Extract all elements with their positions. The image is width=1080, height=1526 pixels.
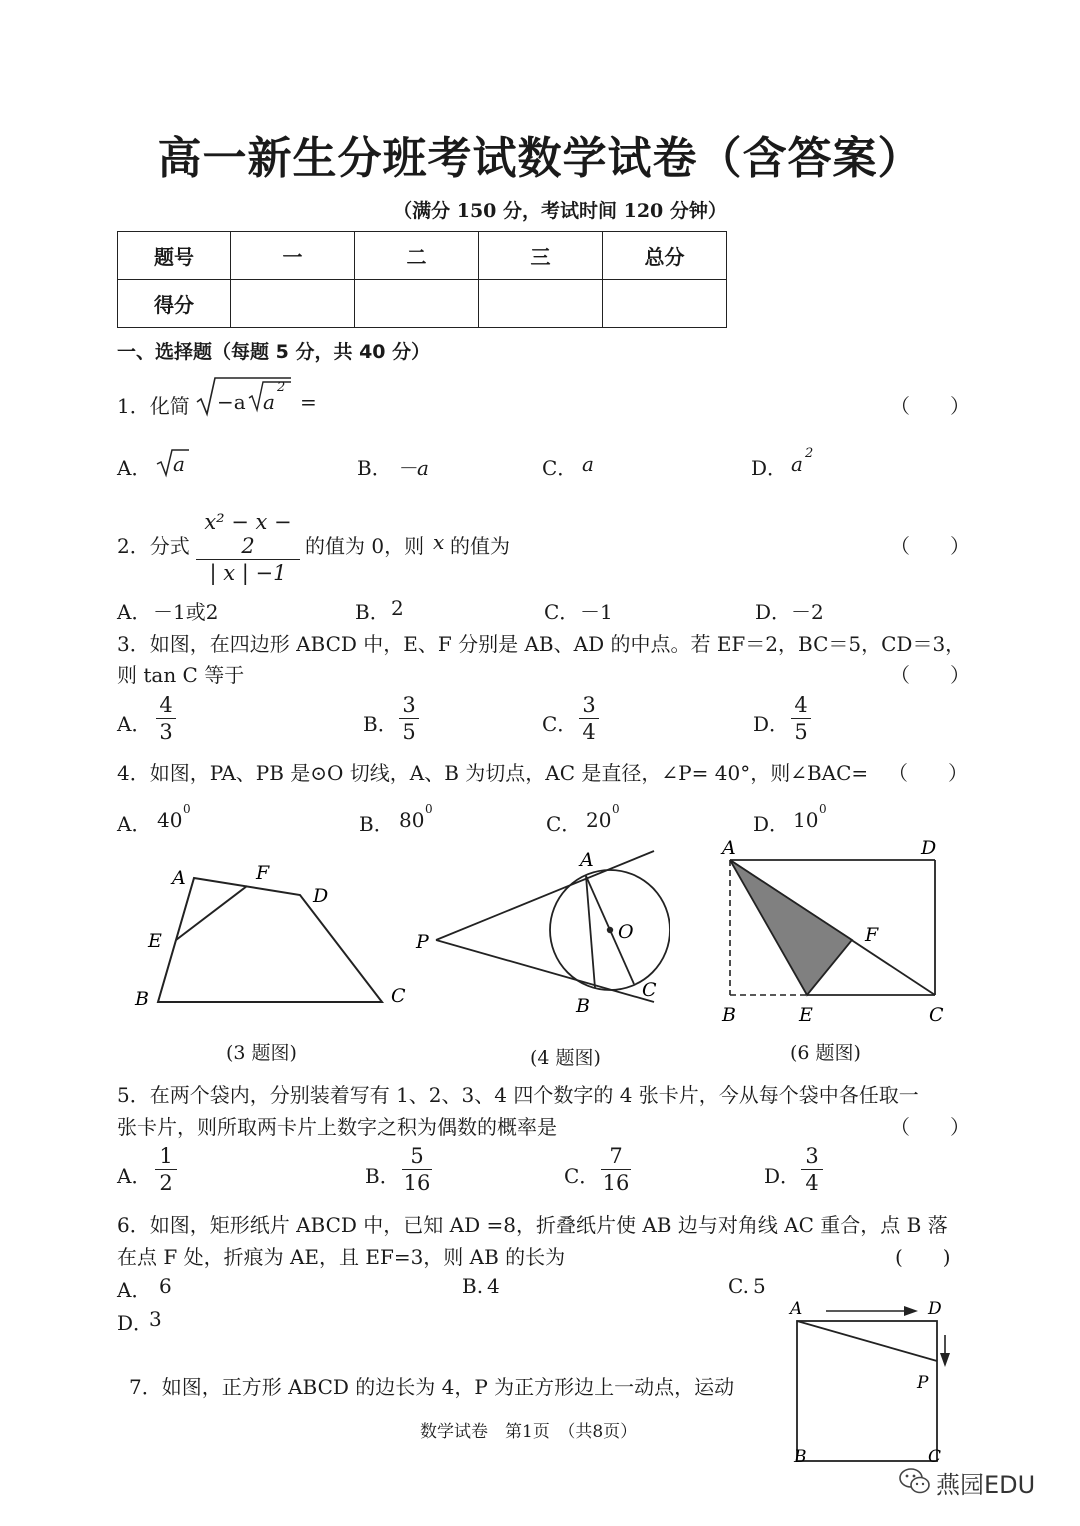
question-1-option-a-value: a [173, 452, 185, 476]
page-title: 高一新生分班考试数学试卷（含答案） [157, 133, 923, 184]
question-5-line1: 5．在两个袋内，分别装着写有 1、2、3、4 四个数字的 4 张卡片，今从每个袋中各任取一 [117, 1083, 919, 1107]
score-table [117, 231, 727, 328]
score-row-label: 得分 [118, 280, 231, 328]
question-6-option-b-label[interactable]: B. [462, 1274, 484, 1298]
question-5-option-d-fraction [801, 1144, 823, 1195]
question-2-option-c-value: －1 [580, 600, 613, 624]
question-5-option-d-label[interactable]: D． [764, 1164, 801, 1188]
question-4-option-b-value: 80 [399, 808, 425, 832]
figure-6-caption: (6 题图) [790, 1042, 861, 1064]
question-2-option-a-label[interactable]: A． [117, 600, 152, 624]
question-3-option-a-fraction [156, 693, 176, 744]
score-cell[interactable] [479, 280, 603, 328]
page-footer: 数学试卷 第1页 （共8页） [420, 1422, 638, 1442]
fraction-denominator: 5 [402, 720, 416, 744]
question-2-fraction [196, 510, 300, 585]
question-2-option-d-label[interactable]: D． [755, 600, 792, 624]
question-2-option-c-label[interactable]: C． [544, 600, 580, 624]
fraction-numerator: 3 [805, 1144, 819, 1168]
question-5-option-b-fraction [402, 1144, 432, 1195]
question-6-line2: 在点 F 处，折痕为 AE，且 EF=3，则 AB 的长为 [117, 1245, 566, 1269]
fig3-label-b: B [135, 988, 149, 1010]
fig4-label-p: P [416, 931, 429, 953]
question-6-option-d-label[interactable]: D． [117, 1311, 154, 1335]
question-2-option-a-value: －1或2 [153, 600, 219, 624]
question-1-option-c-value: a [582, 452, 594, 476]
fig6-label-e: E [799, 1004, 813, 1026]
question-4-option-a-label[interactable]: A． [117, 812, 152, 836]
fraction-denominator: 4 [805, 1171, 819, 1195]
question-1-text: 1．化简 [117, 394, 190, 418]
fraction-denominator: 16 [602, 1171, 630, 1195]
fig6-label-b: B [722, 1004, 736, 1026]
question-4-option-b-sup: 0 [425, 802, 433, 816]
question-2-tail: 的值为 [450, 534, 510, 558]
question-5-line2: 张卡片，则所取两卡片上数字之积为偶数的概率是 [117, 1115, 557, 1139]
question-5-option-c-fraction [601, 1144, 631, 1195]
fig3-label-a: A [172, 867, 186, 889]
question-1-option-d-label[interactable]: D． [751, 456, 788, 480]
question-7-text: 7．如图，正方形 ABCD 的边长为 4，P 为正方形边上一动点，运动 [129, 1375, 735, 1399]
question-4-option-c-sup: 0 [612, 802, 620, 816]
question-2-after: 的值为 0，则 [305, 534, 425, 558]
fraction-numerator: 1 [159, 1144, 173, 1168]
figure-4-circle-tangents [410, 840, 670, 1020]
question-2-option-b-value: 2 [391, 596, 404, 620]
question-1-equals: = [300, 390, 317, 414]
question-1-inner: a [263, 390, 275, 414]
question-5-option-a-fraction [155, 1144, 177, 1195]
question-4-answer-paren[interactable]: （ ） [888, 761, 968, 785]
question-1-option-a-label[interactable]: A． [117, 456, 152, 480]
fig4-label-c: C [642, 979, 657, 1001]
question-2-option-b-label[interactable]: B． [355, 600, 390, 624]
question-1-sup: 2 [277, 380, 286, 395]
question-4-option-d-sup: 0 [819, 802, 827, 816]
question-3-line1: 3．如图，在四边形 ABCD 中，E、F 分别是 AB、AD 的中点。若 EF＝2，BC＝5，CD＝3， [117, 632, 966, 656]
question-6-option-d-value: 3 [149, 1307, 162, 1331]
fraction-numerator: 5 [410, 1144, 424, 1168]
fig3-label-d: D [313, 885, 329, 907]
question-4-option-a-value: 40 [157, 808, 183, 832]
fig6-label-f: F [865, 924, 879, 946]
score-table-header-cell: 题号 [118, 232, 231, 280]
question-6-option-c-value: 5 [753, 1274, 766, 1298]
fraction-denominator: 4 [582, 720, 596, 744]
question-5-option-b-label[interactable]: B． [365, 1164, 400, 1188]
figure-7-square-moving-point [780, 1295, 970, 1475]
question-3-option-b-fraction [399, 693, 419, 744]
question-1-expr: −a [217, 390, 246, 414]
fig7-label-a: A [790, 1299, 803, 1319]
fig4-label-b: B [576, 995, 590, 1017]
score-table-header-row [118, 232, 727, 280]
question-6-line1: 6．如图，矩形纸片 ABCD 中，已知 AD =8，折叠纸片使 AB 边与对角线 AC 重合，点 B 落 [117, 1213, 948, 1237]
fraction-numerator: 3 [402, 693, 416, 717]
question-3-option-c-label[interactable]: C． [542, 712, 578, 736]
figure-4-caption: (4 题图) [530, 1047, 601, 1069]
question-4-option-c-value: 20 [586, 808, 612, 832]
question-2-numerator: x² − x − 2 [204, 510, 292, 558]
watermark-text: 燕园EDU [936, 1471, 1036, 1499]
fraction-numerator: 4 [159, 693, 173, 717]
question-3-option-c-fraction [579, 693, 599, 744]
score-table-header-cell: 一 [231, 232, 355, 280]
fig3-label-f: F [256, 862, 270, 884]
question-3-answer-paren[interactable]: （ ） [890, 663, 970, 687]
question-5-option-c-label[interactable]: C． [564, 1164, 600, 1188]
question-1-option-c-label[interactable]: C． [542, 456, 578, 480]
fig6-label-c: C [929, 1004, 944, 1026]
fraction-denominator: 5 [794, 720, 808, 744]
question-6-option-a-value: 6 [159, 1274, 172, 1298]
fraction-denominator: 2 [159, 1171, 173, 1195]
question-6-option-a-label[interactable]: A． [117, 1278, 152, 1302]
fraction-numerator: 4 [794, 693, 808, 717]
question-2-denominator: | x | −1 [209, 561, 287, 585]
question-1-option-b-value: －a [397, 456, 429, 480]
fig3-label-c: C [391, 985, 406, 1007]
fig6-label-d: D [921, 837, 937, 859]
question-2-option-d-value: －2 [791, 600, 824, 624]
question-1-option-d-sup: 2 [805, 446, 814, 461]
question-4-option-d-label[interactable]: D． [753, 812, 790, 836]
question-6-option-b-value: 4 [487, 1274, 500, 1298]
score-cell[interactable] [231, 280, 355, 328]
question-3-line2: 则 tan C 等于 [117, 663, 245, 687]
score-table-header-cell: 三 [479, 232, 603, 280]
question-1-answer-paren[interactable]: （ ） [890, 394, 970, 418]
question-4-text: 4．如图，PA、PB 是⊙O 切线，A、B 为切点，AC 是直径，∠P= 40°，则∠BAC= [117, 761, 869, 785]
score-cell[interactable] [603, 280, 727, 328]
figure-3-quadrilateral [120, 850, 420, 1020]
question-3-option-a-label[interactable]: A． [117, 712, 152, 736]
question-1-option-b-label[interactable]: B． [357, 456, 392, 480]
question-4-option-c-label[interactable]: C． [546, 812, 582, 836]
fig7-label-b: B [794, 1447, 807, 1467]
fraction-numerator: 3 [582, 693, 596, 717]
question-3-option-d-fraction [791, 693, 811, 744]
question-2-text: 2．分式 [117, 534, 190, 558]
question-4-option-b-label[interactable]: B． [359, 812, 394, 836]
question-5-option-a-label[interactable]: A． [117, 1164, 152, 1188]
figure-6-folded-rectangle [715, 835, 955, 1030]
fig7-label-c: C [928, 1447, 942, 1467]
fig7-label-p: P [917, 1373, 929, 1393]
fraction-denominator: 16 [403, 1171, 431, 1195]
fig4-label-o: O [618, 921, 634, 943]
question-2-var: x [433, 530, 445, 554]
question-4-option-d-value: 10 [793, 808, 819, 832]
fig6-label-a: A [722, 837, 736, 859]
figure-3-caption: (3 题图) [226, 1042, 297, 1064]
fig4-label-a: A [580, 849, 594, 871]
question-5-answer-paren[interactable]: （ ） [890, 1115, 970, 1139]
score-table-score-row [118, 280, 727, 328]
question-3-option-b-label[interactable]: B． [363, 712, 398, 736]
score-table-header-cell: 总分 [603, 232, 727, 280]
fraction-denominator: 3 [159, 720, 173, 744]
question-1-option-d-value: a [791, 452, 803, 476]
question-6-option-c-label[interactable]: C. [728, 1274, 749, 1298]
section-heading-choice: 一、选择题（每题 5 分，共 40 分） [117, 341, 431, 363]
fig7-label-d: D [928, 1299, 942, 1319]
fraction-numerator: 7 [609, 1144, 623, 1168]
score-table-header-cell: 二 [355, 232, 479, 280]
score-cell[interactable] [355, 280, 479, 328]
question-2-answer-paren[interactable]: （ ） [890, 534, 970, 558]
question-3-option-d-label[interactable]: D． [753, 712, 790, 736]
wechat-icon [898, 1466, 932, 1496]
question-4-option-a-sup: 0 [183, 802, 191, 816]
question-6-answer-paren[interactable]: ( ) [895, 1245, 951, 1269]
fig3-label-e: E [148, 930, 162, 952]
exam-subtitle: （满分 150 分，考试时间 120 分钟） [393, 200, 727, 222]
